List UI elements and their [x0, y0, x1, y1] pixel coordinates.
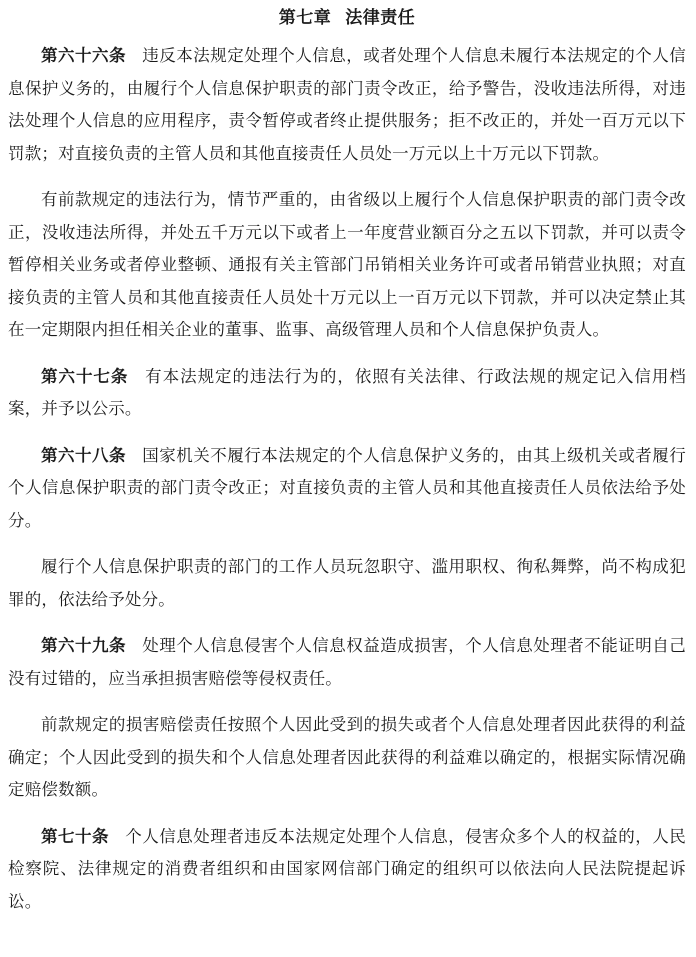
article-68-clause-2-paragraph [8, 551, 686, 616]
article-number: 第六十七条 [41, 366, 129, 386]
chapter-name: 法律责任 [345, 8, 416, 28]
article-68-paragraph [8, 440, 686, 538]
article-text: 处理个人信息侵害个人信息权益造成损害，个人信息处理者不能证明自己没有过错的，应当承担损害赔偿等侵权责任。 [8, 636, 686, 688]
clause-text: 履行个人信息保护职责的部门的工作人员玩忽职守、滥用职权、徇私舞弊，尚不构成犯罪的，依法给予处分。 [8, 557, 686, 609]
article-number: 第六十六条 [41, 46, 126, 65]
article-number: 第七十条 [41, 826, 109, 846]
clause-text: 前款规定的损害赔偿责任按照个人因此受到的损失或者个人信息处理者因此获得的利益确定；个人因此受到的损失和个人信息处理者因此获得的利益难以确定的，根据实际情况确定赔偿数额。 [8, 715, 686, 799]
article-number: 第六十九条 [41, 636, 126, 655]
article-69-paragraph [8, 630, 686, 695]
article-66-paragraph [8, 40, 686, 170]
article-number: 第六十八条 [41, 445, 126, 465]
article-text: 个人信息处理者违反本法规定处理个人信息，侵害众多个人的权益的，人民检察院、法律规定的消费者组织和由国家网信部门确定的组织可以依法向人民法院提起诉讼。 [8, 826, 686, 911]
chapter-title [8, 6, 686, 30]
clause-text: 有前款规定的违法行为，情节严重的，由省级以上履行个人信息保护职责的部门责令改正，没收违法所得，并处五千万元以下或者上一年度营业额百分之五以下罚款，并可以责令暂停相关业务或者停业整顿、通报有关主管部门吊销相关业务许可或者吊销营业执照；对直接负责的主管人员和其他直接责任人员处十万元以上一百万元以下罚款，并可以决定禁止其在一定期限内担任相关企业的董事、监事、高级管理人员和个人信息保护负责人。 [8, 190, 686, 339]
article-text: 违反本法规定处理个人信息，或者处理个人信息未履行本法规定的个人信息保护义务的，由履行个人信息保护职责的部门责令改正，给予警告，没收违法所得，对违法处理个人信息的应用程序，责令暂停或者终止提供服务；拒不改正的，并处一百万元以下罚款；对直接负责的主管人员和其他直接责任人员处一万元以上十万元以下罚款。 [8, 46, 686, 163]
article-67-paragraph [8, 361, 686, 426]
article-text: 国家机关不履行本法规定的个人信息保护义务的，由其上级机关或者履行个人信息保护职责的部门责令改正；对直接负责的主管人员和其他直接责任人员依法给予处分。 [8, 445, 686, 530]
article-66-clause-2-paragraph [8, 184, 686, 347]
chapter-number: 第七章 [278, 8, 332, 28]
article-69-clause-2-paragraph [8, 709, 686, 807]
article-text: 有本法规定的违法行为的，依照有关法律、行政法规的规定记入信用档案，并予以公示。 [8, 366, 687, 418]
article-70-paragraph [8, 821, 686, 919]
